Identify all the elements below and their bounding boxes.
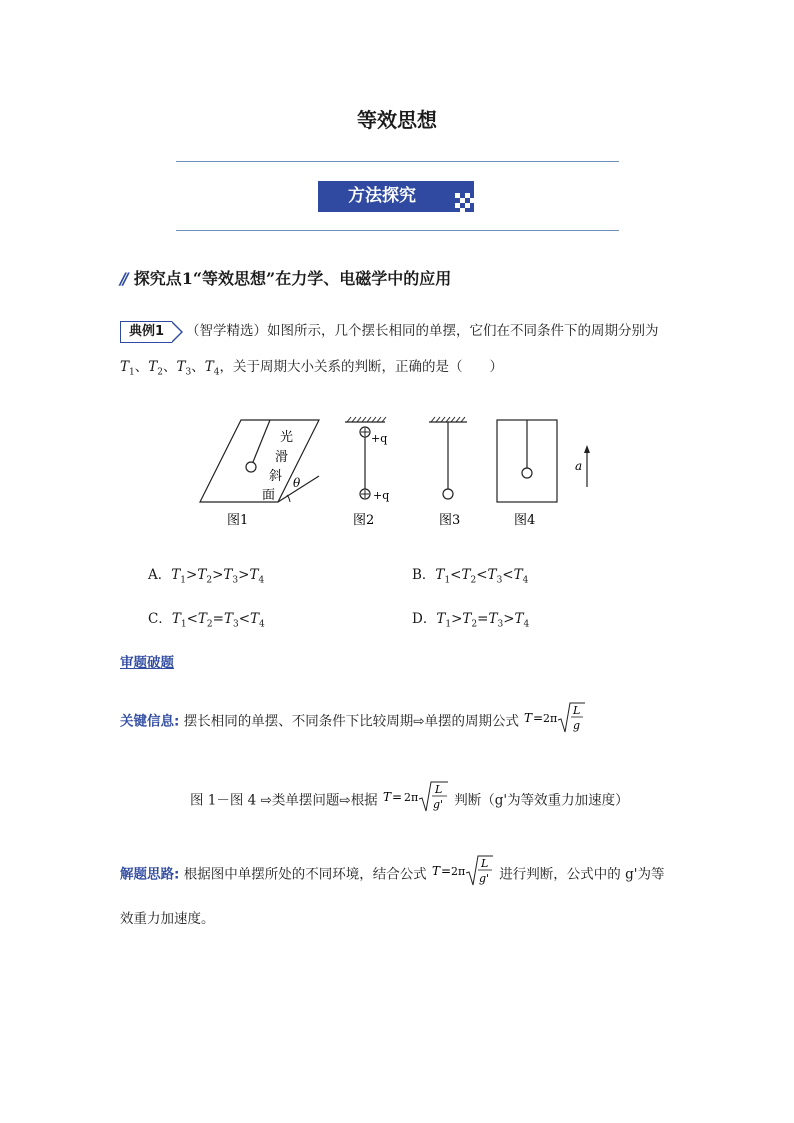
charge-top: +q	[371, 432, 388, 445]
fig1-caption: 图1	[227, 513, 249, 528]
svg-text:g': g'	[479, 872, 490, 885]
key-info-text-1: 摆长相同的单摆、不同条件下比较周期	[183, 713, 414, 730]
svg-text:T: T	[524, 711, 533, 725]
angle-theta: θ	[293, 476, 301, 490]
fig3-caption: 图3	[439, 513, 461, 528]
divider-top	[176, 161, 619, 162]
option-a[interactable]: A．$T_1>T_2>T_3>T_4$	[148, 567, 265, 586]
section-heading-text: 探究点1“等效思想”在力学、电磁学中的应用	[133, 269, 452, 288]
hollow-arrow-icon: ⇨	[260, 792, 272, 809]
section-banner	[318, 181, 474, 212]
svg-text:=: =	[441, 864, 452, 878]
solution-text-2: 进行判断，公式中的 g'为等	[499, 866, 665, 883]
pendulum-figure	[195, 412, 605, 532]
svg-text:g': g'	[432, 798, 444, 811]
option-d-label: D．	[412, 611, 437, 627]
figure-4	[497, 420, 590, 528]
hollow-arrow-icon: ⇨	[339, 792, 351, 809]
svg-text:2π: 2π	[451, 865, 466, 878]
checker-decoration	[455, 193, 475, 213]
hollow-arrow-icon: ⇨	[413, 713, 425, 730]
reasoning-chain	[190, 783, 629, 815]
svg-text:T: T	[432, 864, 441, 878]
svg-text:g: g	[573, 719, 581, 732]
fig4-caption: 图4	[514, 513, 536, 528]
section-heading	[120, 266, 451, 289]
accel-label: a	[575, 459, 583, 473]
chain-formula	[382, 779, 450, 815]
figure-3	[429, 417, 467, 528]
key-info-label: 关键信息:	[120, 713, 180, 730]
page-title: 等效思想	[357, 108, 437, 132]
key-info-line	[120, 704, 587, 736]
svg-text:L: L	[481, 857, 489, 870]
incline-char-1: 光	[280, 430, 294, 445]
example-line-2: $T_1$、$T_2$、$T_3$、$T_4$，关于周期大小关系的判断，正确的是（ ）	[120, 359, 503, 378]
example-intro: （智学精选）如图所示，几个摆长相同的单摆，它们在不同条件下的周期分别为	[186, 323, 659, 339]
key-info-text-2: 单摆的周期公式	[424, 713, 520, 730]
svg-text:2π: 2π	[543, 712, 558, 725]
banner-label: 方法探究	[348, 186, 416, 206]
review-link[interactable]: 审题破题	[120, 655, 174, 671]
svg-text:L: L	[434, 783, 443, 796]
solution-label: 解题思路:	[120, 866, 180, 883]
solution-formula	[431, 853, 495, 889]
incline-char-2: 滑	[275, 450, 289, 465]
incline-char-4: 面	[262, 488, 276, 503]
option-c[interactable]: C．$T_1<T_2=T_3<T_4$	[148, 611, 265, 630]
svg-text:L: L	[573, 704, 581, 717]
svg-text:T: T	[382, 790, 391, 804]
option-c-label: C．	[148, 611, 172, 627]
figure-1	[200, 420, 319, 528]
svg-text:=: =	[391, 790, 403, 804]
chain-part-2: 类单摆问题	[271, 792, 340, 809]
example-tag: 典例1	[120, 321, 172, 343]
svg-text:=: =	[533, 711, 544, 725]
slash-icon: //	[120, 269, 126, 288]
option-b-label: B．	[412, 567, 436, 583]
charge-bottom: +q	[373, 489, 390, 502]
key-info-formula	[523, 700, 587, 736]
option-a-label: A．	[148, 567, 172, 583]
solution-line-1	[120, 857, 665, 889]
example-line-1	[120, 321, 680, 343]
example-question: ，关于周期大小关系的判断，正确的是（ ）	[219, 359, 503, 375]
incline-char-3: 斜	[269, 469, 283, 484]
svg-text:2π: 2π	[403, 791, 419, 804]
chain-part-3: 根据	[350, 792, 378, 809]
fig2-caption: 图2	[353, 513, 375, 528]
solution-line-2: 效重力加速度。	[120, 911, 215, 927]
solution-text-1: 根据图中单摆所处的不同环境，结合公式	[183, 866, 427, 883]
option-b[interactable]: B．$T_1<T_2<T_3<T_4$	[412, 567, 529, 586]
divider-bottom	[176, 230, 619, 231]
option-d[interactable]: D．$T_1>T_2=T_3>T_4$	[412, 611, 530, 630]
chain-part-4: 判断（g'为等效重力加速度）	[454, 792, 629, 809]
figure-2	[345, 417, 389, 528]
chain-part-1: 图 1－图 4	[190, 792, 257, 809]
